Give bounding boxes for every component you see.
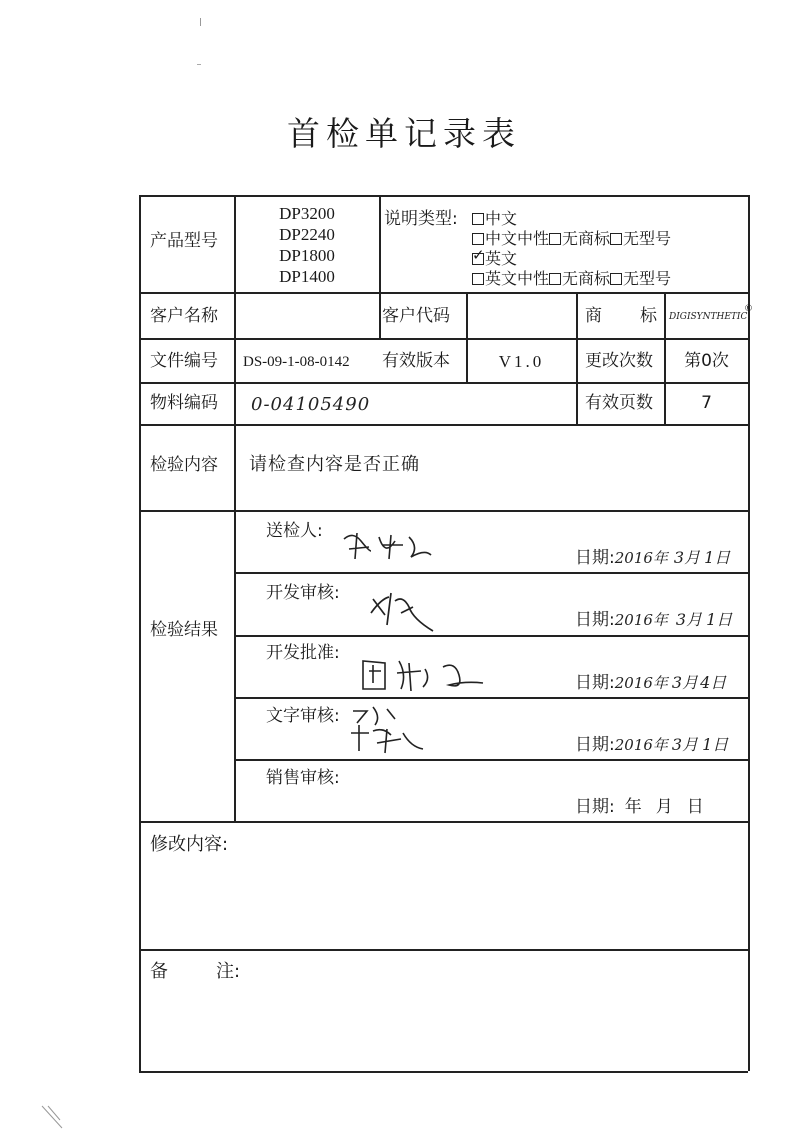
inspection-content-label: 检验内容 xyxy=(150,455,218,475)
page-title: 首检单记录表 xyxy=(287,114,521,153)
checkbox-chinese-neutral[interactable] xyxy=(472,233,484,245)
model-item: DP2240 xyxy=(279,225,335,244)
material-code-value[interactable]: 0-04105490 xyxy=(251,394,371,415)
dev-review-label: 开发审核: xyxy=(266,583,340,603)
text-review-signature xyxy=(347,703,427,755)
checkbox-no-model[interactable] xyxy=(610,233,622,245)
change-count-label: 更改次数 xyxy=(585,351,653,371)
remarks-label: 备 注: xyxy=(150,961,241,982)
option-label: 无商标 xyxy=(562,229,611,248)
customer-name-label: 客户名称 xyxy=(150,306,218,326)
border-left xyxy=(139,195,141,1071)
rule-col-label xyxy=(234,195,236,821)
option-line xyxy=(472,229,671,249)
checkbox-no-model[interactable] xyxy=(610,273,622,285)
rule-col-models xyxy=(379,195,381,338)
inspection-result-label: 检验结果 xyxy=(150,620,218,640)
scan-mark-bottom xyxy=(40,1104,64,1134)
brand-label-char: 标 xyxy=(640,306,657,326)
inspection-content-value: 请检查内容是否正确 xyxy=(249,454,420,475)
checkbox-english-neutral[interactable] xyxy=(472,273,484,285)
signature-scribble xyxy=(367,585,437,633)
option-label: 无型号 xyxy=(623,269,672,288)
date-dev-review: 日期:2016年 3月 1日 xyxy=(575,610,733,630)
customer-code-label: 客户代码 xyxy=(382,306,450,326)
rule-sub4 xyxy=(234,759,748,761)
rule-row3 xyxy=(139,382,748,384)
checkbox-no-brand[interactable] xyxy=(549,233,561,245)
option-line xyxy=(472,209,671,229)
rule-row6 xyxy=(139,821,748,823)
page-count-label: 有效页数 xyxy=(585,393,653,413)
text-review-label: 文字审核: xyxy=(266,706,340,726)
border-top xyxy=(139,195,748,197)
material-code-label: 物料编码 xyxy=(150,393,218,413)
border-bottom xyxy=(139,1071,748,1073)
checkbox-english[interactable] xyxy=(472,253,484,265)
date-submitter: 日期:2016年 3月 1日 xyxy=(575,548,731,568)
dev-approval-signature xyxy=(359,655,489,695)
rule-row1 xyxy=(139,292,748,294)
checkbox-no-brand[interactable] xyxy=(549,273,561,285)
option-label: 中文 xyxy=(485,209,518,228)
option-label: 中文中性 xyxy=(485,229,550,248)
submitter-label: 送检人: xyxy=(266,521,323,541)
file-number-label: 文件编号 xyxy=(150,351,218,371)
dev-review-signature xyxy=(367,585,437,633)
manual-type-options xyxy=(472,209,671,289)
signature-scribble xyxy=(359,655,489,695)
date-sales-review: 日期: 年 月 日 xyxy=(575,797,704,817)
option-label: 英文中性 xyxy=(485,269,550,288)
rule-sub2 xyxy=(234,635,748,637)
file-number-value: DS-09-1-08-0142 xyxy=(243,354,350,370)
revision-label: 修改内容: xyxy=(150,834,229,855)
option-label: 无商标 xyxy=(562,269,611,288)
page-count-value: 7 xyxy=(701,393,712,413)
scan-mark-top-2 xyxy=(197,64,201,67)
brand-value[interactable]: DIGISYNTHETIC xyxy=(669,312,748,322)
sales-review-label: 销售审核: xyxy=(266,768,340,788)
scan-mark-top xyxy=(200,18,203,26)
checkbox-chinese[interactable] xyxy=(472,213,484,225)
brand-trademark-mark: ® xyxy=(744,304,753,314)
option-label: 英文 xyxy=(485,249,518,268)
manual-type-label: 说明类型: xyxy=(384,209,458,229)
option-line xyxy=(472,249,671,269)
border-right xyxy=(748,195,750,1071)
option-line xyxy=(472,269,671,289)
rule-row5 xyxy=(139,510,748,512)
submitter-signature xyxy=(339,527,434,563)
rule-row2 xyxy=(139,338,748,340)
option-label: 无型号 xyxy=(623,229,672,248)
date-dev-approval: 日期:2016年 3月 4日 xyxy=(575,673,727,693)
brand-label-char: 商 xyxy=(585,306,602,326)
product-model-label: 产品型号 xyxy=(150,231,218,251)
model-item: DP3200 xyxy=(279,204,335,223)
model-item: DP1800 xyxy=(279,246,335,265)
rule-sub3 xyxy=(234,697,748,699)
version-value: V1.0 xyxy=(498,352,545,371)
version-label: 有效版本 xyxy=(382,351,450,371)
date-text-review: 日期:2016年 3月 1日 xyxy=(575,735,729,755)
rule-row7 xyxy=(139,949,748,951)
change-count-value: 第0次 xyxy=(684,351,729,371)
rule-sub1 xyxy=(234,572,748,574)
rule-col-brand xyxy=(576,292,578,424)
dev-approval-label: 开发批准: xyxy=(266,643,340,663)
brand-label xyxy=(585,308,657,325)
inspection-form xyxy=(139,195,753,1071)
product-models xyxy=(235,203,379,287)
model-item: DP1400 xyxy=(279,267,335,286)
signature-scribble xyxy=(339,527,434,563)
signature-scribble xyxy=(347,703,427,755)
rule-row4 xyxy=(139,424,748,426)
